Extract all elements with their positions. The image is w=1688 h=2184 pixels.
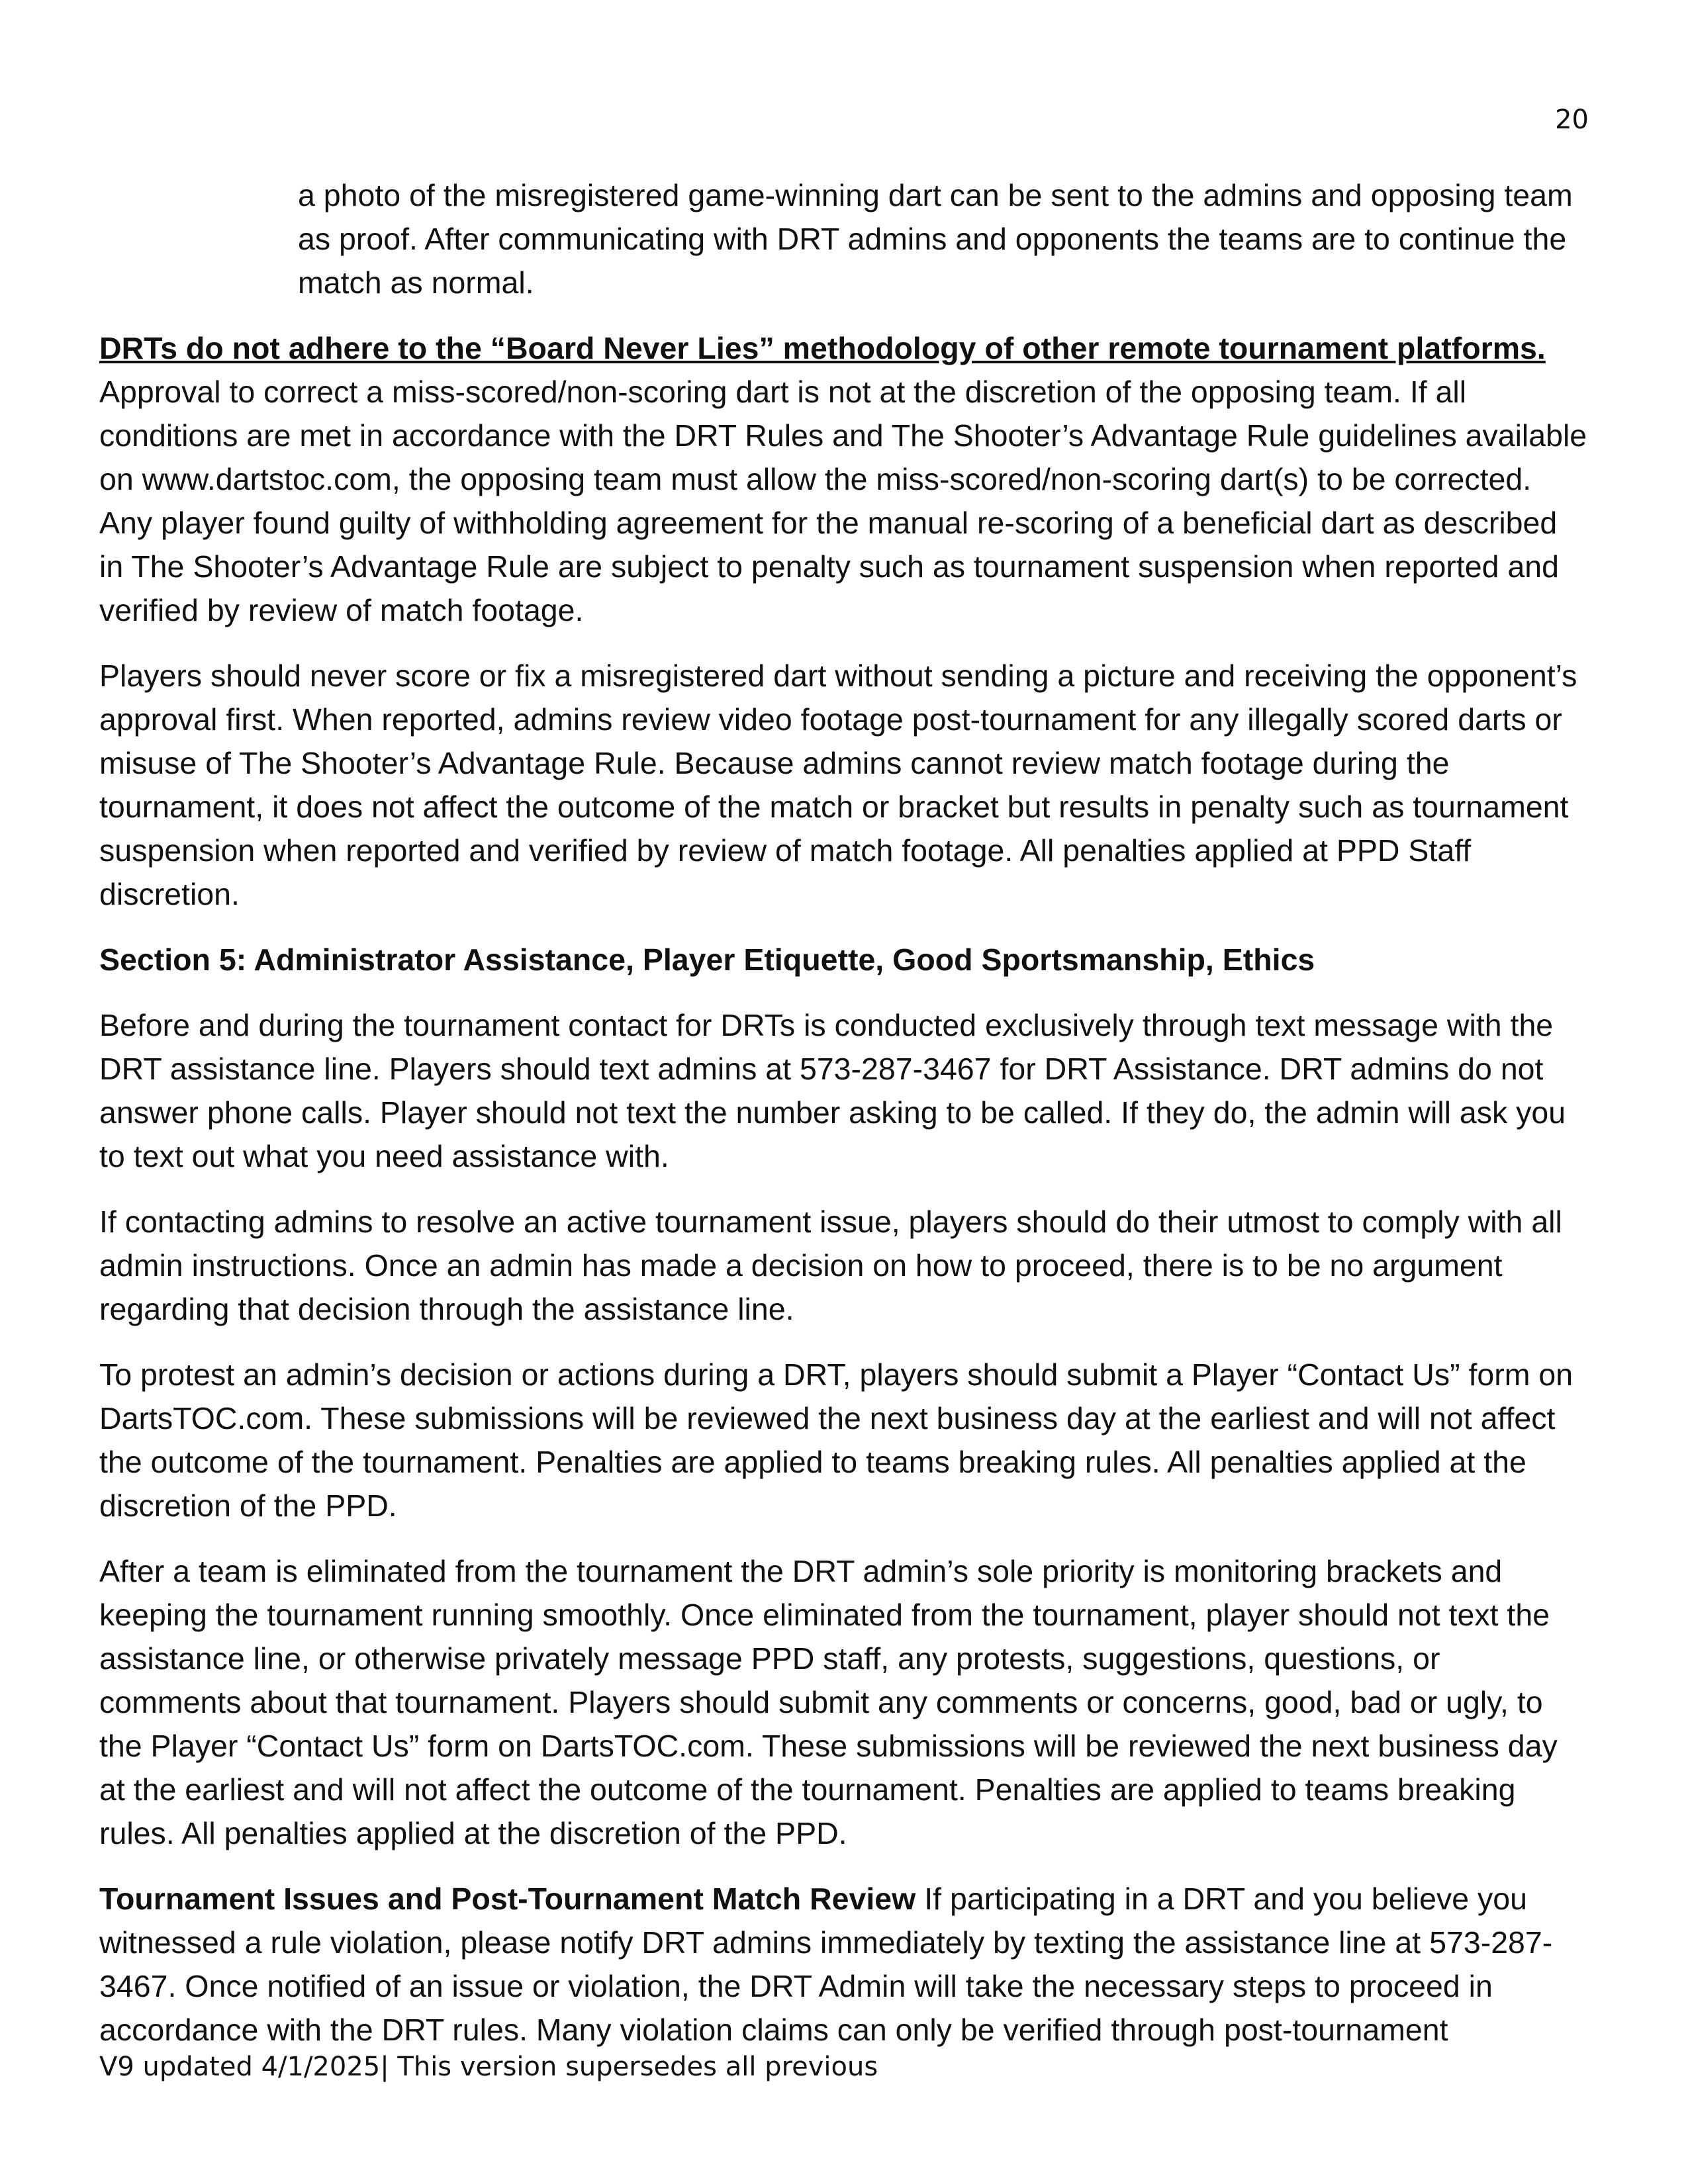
paragraph-tournament-issues [99,1877,1589,2052]
paragraph-protest: To protest an admin’s decision or actions during a DRT, players should submit a Player “Contact Us” form on DartsTOC.com. These submissions will be reviewed the next business day at the earliest and will not affect the outcome of the tournament. Penalties are applied to teams breaking rules. All penalties applied at the discretion of the PPD. [99,1357,1573,1523]
paragraph-eliminated-team: After a team is eliminated from the tournament the DRT admin’s sole priority is monitoring brackets and keeping the tournament running smoothly. Once eliminated from the tournament, player should not text the assistance line, or otherwise privately message PPD staff, any protests, suggestions, questions, or comments about that tournament. Players should submit any comments or concerns, good, bad or ugly, to the Player “Contact Us” form on DartsTOC.com. These submissions will be reviewed the next business day at the earliest and will not affect the outcome of the tournament. Penalties are applied to teams breaking rules. All penalties applied at the discretion of the PPD. [99,1554,1558,1850]
tournament-issues-heading: Tournament Issues and Post-Tournament Match Review [99,1882,916,1916]
board-never-lies-body: Approval to correct a miss-scored/non-scoring dart is not at the discretion of the opposing team. If all conditions are met in accordance with the DRT Rules and The Shooter’s Advantage Rule guidelines available on www.dartstoc.com, the opposing team must allow the miss-scored/non-scoring dart(s) to be corrected. Any player found guilty of withholding agreement for the manual re-scoring of a beneficial dart as described in The Shooter’s Advantage Rule are subject to penalty such as tournament suspension when reported and verified by review of match footage. [99,375,1587,627]
paragraph-admin-instructions: If contacting admins to resolve an active tournament issue, players should do their utmost to comply with all admin instructions. Once an admin has made a decision on how to proceed, there is to be no argument regarding that decision through the assistance line. [99,1205,1562,1326]
paragraph-contact-assistance: Before and during the tournament contact for DRTs is conducted exclusively through text message with the DRT assistance line. Players should text admins at 573-287-3467 for DRT Assistance. DRT admins do not answer phone calls. Player should not text the number asking to be called. If they do, the admin will ask you to text out what you need assistance with. [99,1008,1566,1173]
tournament-issues-body: If participating in a DRT and you believe you witnessed a rule violation, please notify DRT admins immediately by texting the assistance line at 573-287-3467. Once notified of an issue or violation, the DRT Admin will take the necessary steps to proceed in accordance with the DRT rules. Many violation claims can only be verified through post-tournament [99,1882,1553,2047]
document-body [99,173,1589,2073]
page-number: 20 [1555,105,1589,135]
paragraph-misregistered-dart: Players should never score or fix a misregistered dart without sending a picture and receiving the opponent’s approval first. When reported, admins review video footage post-tournament for any illegally scored darts or misuse of The Shooter’s Advantage Rule. Because admins cannot review match footage during the tournament, it does not affect the outcome of the match or bracket but results in penalty such as tournament suspension when reported and verified by review of match footage. All penalties applied at PPD Staff discretion. [99,659,1577,911]
paragraph-board-never-lies [99,326,1589,632]
footer-version: V9 updated 4/1/2025| This version supersedes all previous [99,2052,878,2082]
section-5-heading: Section 5: Administrator Assistance, Player Etiquette, Good Sportsmanship, Ethics [99,942,1315,977]
board-never-lies-heading: DRTs do not adhere to the “Board Never Lies” methodology of other remote tournament platforms. [99,331,1546,365]
paragraph-continuation: a photo of the misregistered game-winning dart can be sent to the admins and opposing team as proof. After communicating with DRT admins and opponents the teams are to continue the match as normal. [298,178,1573,300]
